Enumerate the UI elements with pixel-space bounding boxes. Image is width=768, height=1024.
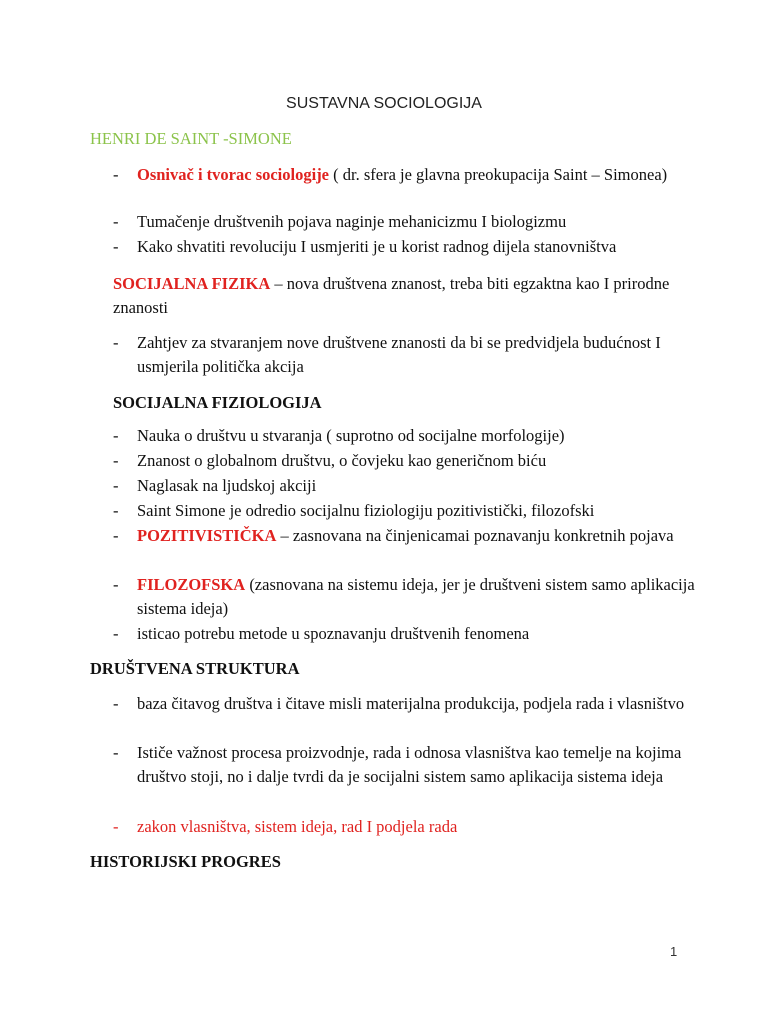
document-title: SUSTAVNA SOCIOLOGIJA — [286, 95, 482, 112]
list-item: - Saint Simone je odredio socijalnu fiziologiju pozitivistički, filozofski — [137, 499, 697, 523]
section-heading: HISTORIJSKI PROGRES — [90, 852, 281, 871]
list-item: - baza čitavog društva i čitave misli materijalna produkcija, podjela rada i vlasništvo — [137, 692, 697, 716]
list-item — [137, 524, 697, 548]
list-item: - zakon vlasništva, sistem ideja, rad I podjela rada — [137, 815, 697, 839]
section-heading: DRUŠTVENA STRUKTURA — [90, 659, 300, 678]
list-item-text: – zasnovana na činjenicamai poznavanju konkretnih pojava — [276, 526, 674, 545]
paragraph-text: – nova društvena znanost, treba biti egzaktna kao I prirodne znanosti — [113, 274, 670, 317]
list-item: - Nauka o društvu u stvaranja ( suprotno od socijalne morfologije) — [137, 424, 697, 448]
list-item-text: (zasnovana na sistemu ideja, jer je društveni sistem samo aplikacija sistema ideja) — [137, 575, 695, 618]
list-item: - Naglasak na ljudskoj akciji — [137, 474, 697, 498]
list-item: - Ističe važnost procesa proizvodnje, rada i odnosa vlasništva kao temelje na kojima društvo stoji, no i dalje tvrdi da je socijalni sistem samo aplikacija sistema ideja — [137, 741, 697, 789]
list-item: - Znanost o globalnom društvu, o čovjeku kao generičnom biću — [137, 449, 697, 473]
list-item: - Kako shvatiti revoluciju I usmjeriti je u korist radnog dijela stanovništva — [137, 235, 697, 259]
list-item: - Zahtjev za stvaranjem nove društvene znanosti da bi se predvidjela budućnost I usmjerila politička akcija — [137, 331, 697, 379]
section-heading: SOCIJALNA FIZIKA — [113, 274, 271, 293]
highlight-text: Osnivač i tvorac sociologije — [137, 165, 330, 184]
list-item: - isticao potrebu metode u spoznavanju društvenih fenomena — [137, 622, 697, 646]
list-item-text: ( dr. sfera je glavna preokupacija Saint – Simonea) — [329, 165, 668, 184]
highlight-text: POZITIVISTIČKA — [137, 526, 277, 545]
list-item — [137, 573, 697, 621]
section-heading: SOCIJALNA FIZIOLOGIJA — [113, 393, 322, 412]
section-subtitle: HENRI DE SAINT -SIMONE — [90, 129, 292, 148]
page-number: 1 — [670, 944, 678, 959]
list-item — [137, 163, 697, 187]
paragraph-socijalna-fizika — [113, 272, 673, 320]
highlight-text: FILOZOFSKA — [137, 575, 246, 594]
list-item: - Tumačenje društvenih pojava naginje mehanicizmu I biologizmu — [137, 210, 697, 234]
